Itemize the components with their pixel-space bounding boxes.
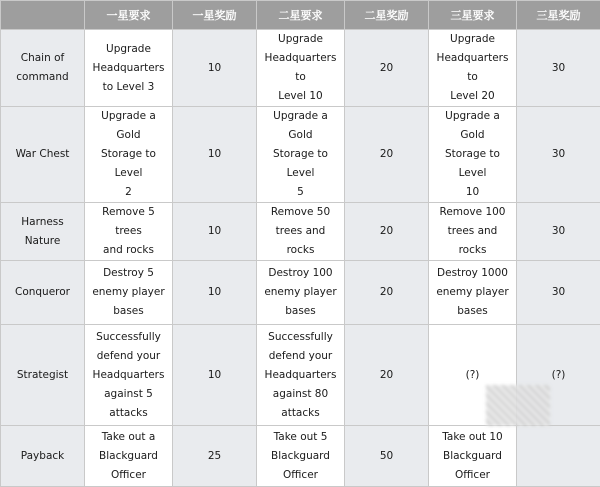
star1-requirement: Upgrade a Gold Storage to Level 2	[85, 107, 173, 203]
star3-requirement: (?)	[429, 325, 517, 426]
header-name	[1, 1, 85, 30]
star3-requirement: Destroy 1000 enemy player bases	[429, 261, 517, 325]
star2-reward: 50	[345, 426, 429, 487]
header-star2-requirement: 二星要求	[257, 1, 345, 30]
star1-reward: 10	[173, 325, 257, 426]
achievement-name: Payback	[1, 426, 85, 487]
star1-reward: 10	[173, 261, 257, 325]
star2-requirement: Take out 5 Blackguard Officer	[257, 426, 345, 487]
star2-requirement: Destroy 100 enemy player bases	[257, 261, 345, 325]
table-row	[1, 261, 600, 325]
star2-reward: 20	[345, 107, 429, 203]
star2-requirement: Upgrade Headquarters to Level 10	[257, 30, 345, 107]
star2-reward: 20	[345, 325, 429, 426]
star3-requirement: Upgrade Headquarters to Level 20	[429, 30, 517, 107]
blurred-watermark	[486, 385, 550, 426]
header-star3-reward: 三星奖励	[517, 1, 600, 30]
star3-reward: 30	[517, 203, 600, 261]
header-star2-reward: 二星奖励	[345, 1, 429, 30]
star1-reward: 10	[173, 30, 257, 107]
header-star1-requirement: 一星要求	[85, 1, 173, 30]
star1-reward: 10	[173, 203, 257, 261]
star3-requirement: Take out 10 Blackguard Officer	[429, 426, 517, 487]
star3-reward: 30	[517, 107, 600, 203]
table-row	[1, 107, 600, 203]
star2-requirement: Upgrade a Gold Storage to Level 5	[257, 107, 345, 203]
star2-requirement: Remove 50 trees and rocks	[257, 203, 345, 261]
header-star3-requirement: 三星要求	[429, 1, 517, 30]
star3-reward	[517, 426, 600, 487]
star3-requirement: Upgrade a Gold Storage to Level 10	[429, 107, 517, 203]
star1-requirement: Take out a Blackguard Officer	[85, 426, 173, 487]
achievement-name: Harness Nature	[1, 203, 85, 261]
achievement-name: Chain of command	[1, 30, 85, 107]
header-star1-reward: 一星奖励	[173, 1, 257, 30]
star1-reward: 10	[173, 107, 257, 203]
star1-reward: 25	[173, 426, 257, 487]
star2-reward: 20	[345, 261, 429, 325]
table-row	[1, 30, 600, 107]
achievement-name: Strategist	[1, 325, 85, 426]
star2-requirement: Successfully defend your Headquarters against 80 attacks	[257, 325, 345, 426]
star3-reward: 30	[517, 261, 600, 325]
header-row	[1, 1, 600, 30]
star3-requirement: Remove 100 trees and rocks	[429, 203, 517, 261]
star1-requirement: Upgrade Headquarters to Level 3	[85, 30, 173, 107]
star1-requirement: Remove 5 trees and rocks	[85, 203, 173, 261]
star1-requirement: Destroy 5 enemy player bases	[85, 261, 173, 325]
star3-reward: 30	[517, 30, 600, 107]
star1-requirement: Successfully defend your Headquarters against 5 attacks	[85, 325, 173, 426]
achievement-name: War Chest	[1, 107, 85, 203]
achievement-name: Conqueror	[1, 261, 85, 325]
table-row	[1, 426, 600, 487]
star2-reward: 20	[345, 203, 429, 261]
star2-reward: 20	[345, 30, 429, 107]
table-row	[1, 203, 600, 261]
star3-reward: (?)	[517, 325, 600, 426]
